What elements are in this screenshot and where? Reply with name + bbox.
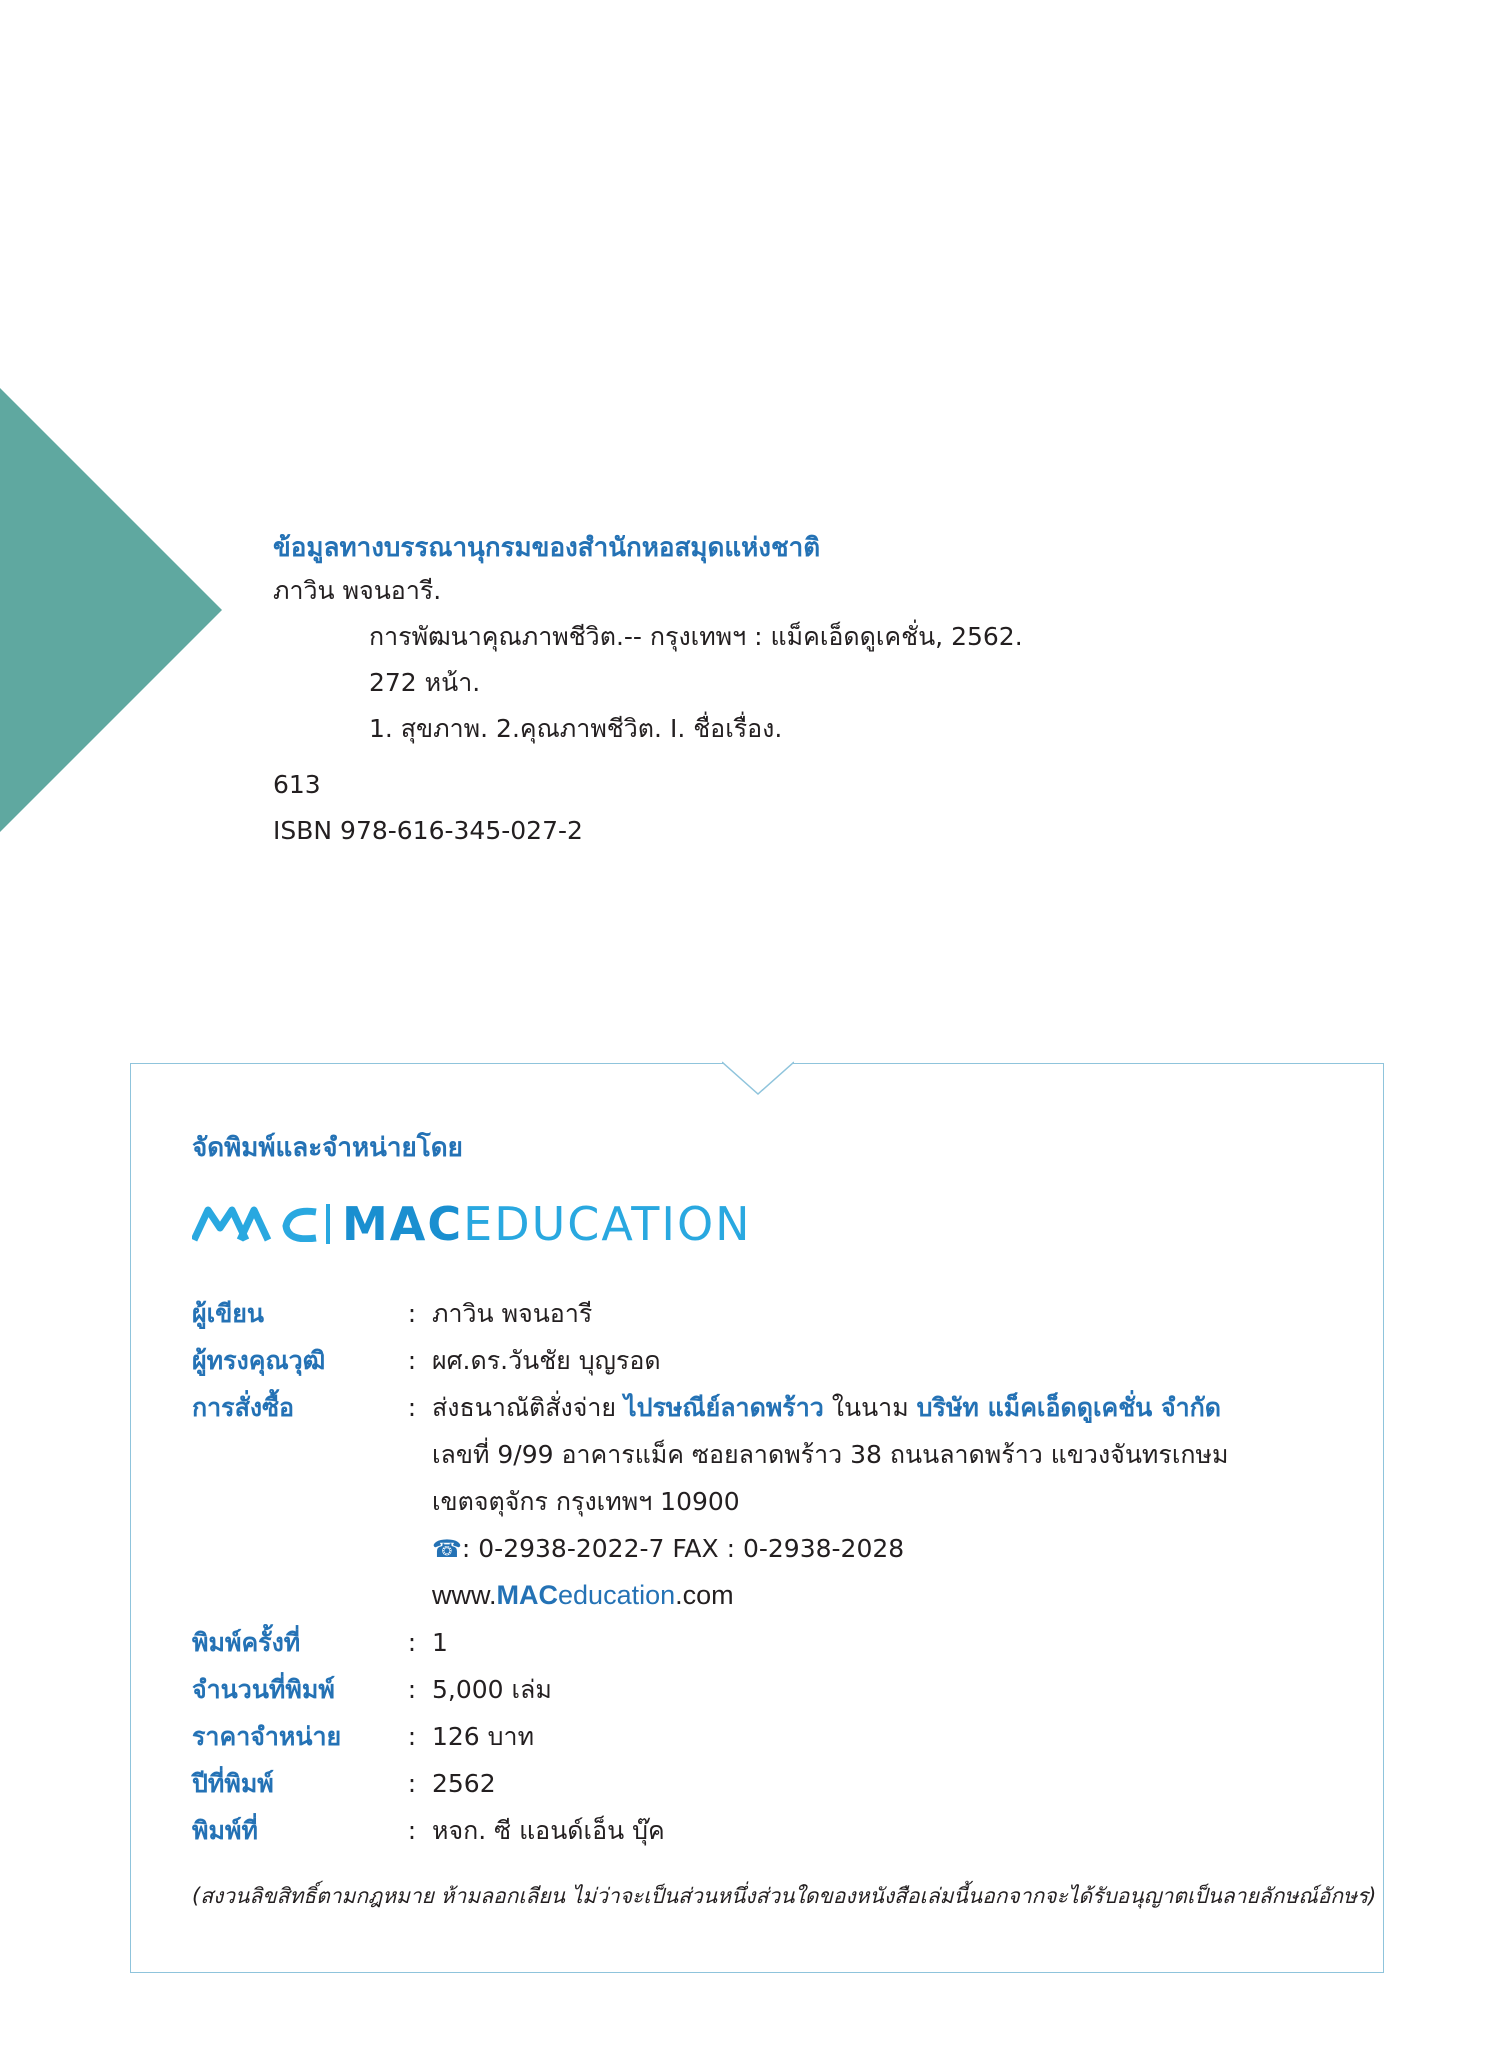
cip-pages: 272 หน้า. bbox=[369, 668, 481, 697]
cip-book-line: การพัฒนาคุณภาพชีวิต.-- กรุงเทพฯ : แม็คเอ็ดดูเคชั่น, 2562. bbox=[369, 622, 1023, 651]
cip-subjects: 1. สุขภาพ. 2.คุณภาพชีวิต. I. ชื่อเรื่อง. bbox=[369, 714, 783, 743]
cip-class-number: 613 bbox=[273, 770, 321, 799]
detail-row-expert: ผู้ทรงคุณวุฒิ : ผศ.ดร.วันชัย บุญรอด bbox=[192, 1345, 661, 1375]
logo-text: MACEDUCATION bbox=[342, 1197, 752, 1251]
copyright-disclaimer: (สงวนลิขสิทธิ์ตามกฎหมาย ห้ามลอกเลียน ไม่ว่าจะเป็นส่วนหนึ่งส่วนใดของหนังสือเล่มนี้นอกจากจะได้รับอนุญาตเป็นลายลักษณ์อักษร) bbox=[192, 1884, 1377, 1908]
mac-education-logo bbox=[192, 1196, 752, 1252]
cip-title: ข้อมูลทางบรรณานุกรมของสำนักหอสมุดแห่งชาติ bbox=[273, 533, 821, 563]
mac-logo-mark-icon bbox=[192, 1206, 320, 1242]
detail-row-copies: จำนวนที่พิมพ์ : 5,000 เล่ม bbox=[192, 1674, 552, 1704]
logo-divider bbox=[326, 1204, 330, 1244]
phone-icon: ☎ bbox=[432, 1534, 462, 1563]
detail-row-price: ราคาจำหน่าย : 126 บาท bbox=[192, 1721, 535, 1751]
publication-details bbox=[192, 1290, 1342, 1854]
cip-block bbox=[273, 528, 1373, 854]
detail-row-author: ผู้เขียน : ภาวิน พจนอารี bbox=[192, 1298, 593, 1328]
box-notch bbox=[722, 1060, 794, 1096]
order-phone: ☎ : 0-2938-2022-7 FAX : 0-2938-2028 bbox=[432, 1534, 905, 1563]
decorative-triangle bbox=[0, 388, 222, 832]
cip-author: ภาวิน พจนอารี. bbox=[273, 576, 442, 605]
publisher-title: จัดพิมพ์และจำหน่ายโดย bbox=[192, 1133, 463, 1163]
cip-isbn: ISBN 978-616-345-027-2 bbox=[273, 816, 583, 845]
order-address-line-2: เขตจตุจักร กรุงเทพฯ 10900 bbox=[432, 1486, 740, 1516]
order-address-line-1: เลขที่ 9/99 อาคารแม็ค ซอยลาดพร้าว 38 ถนนลาดพร้าว แขวงจันทรเกษม bbox=[432, 1439, 1229, 1469]
detail-row-printer: พิมพ์ที่ : หจก. ซี แอนด์เอ็น บุ๊ค bbox=[192, 1815, 665, 1845]
detail-row-year: ปีที่พิมพ์ : 2562 bbox=[192, 1768, 496, 1798]
detail-row-order: การสั่งซื้อ : ส่งธนาณัติสั่งจ่าย ไปรษณีย์ลาดพร้าว ในนาม บริษัท แม็คเอ็ดดูเคชั่น จำกัด bbox=[192, 1392, 1222, 1422]
order-website[interactable]: www.MACeducation.com bbox=[432, 1580, 734, 1610]
detail-row-edition: พิมพ์ครั้งที่ : 1 bbox=[192, 1627, 448, 1657]
